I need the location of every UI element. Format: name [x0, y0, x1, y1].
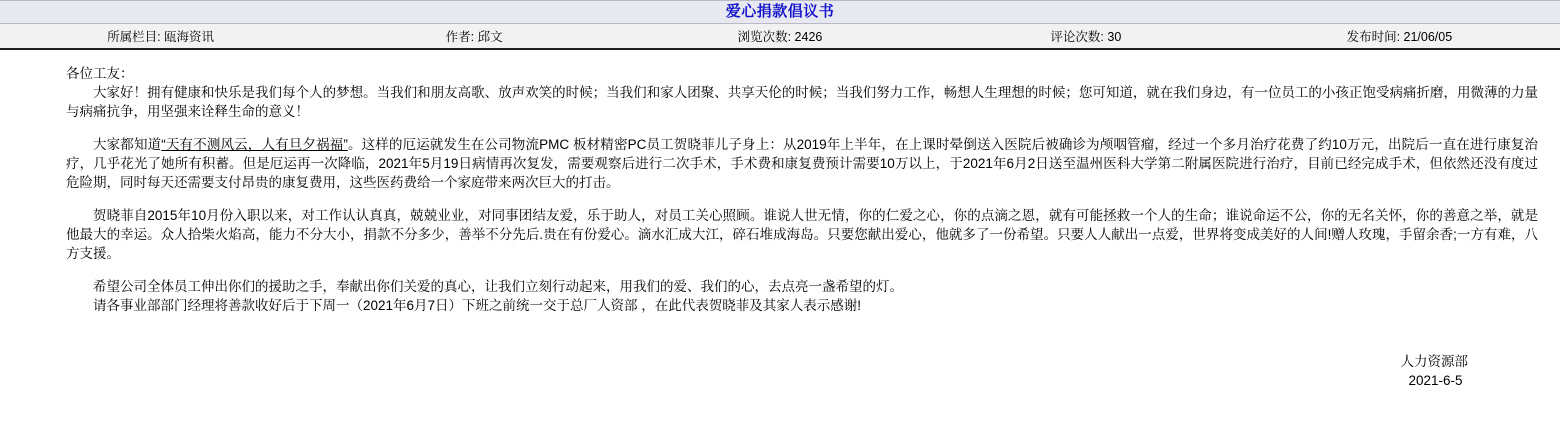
meta-publish-time: 发布时间: 21/06/05: [1346, 30, 1453, 44]
paragraph-spacer: [66, 192, 1538, 206]
meta-comments: 评论次数: 30: [1050, 30, 1122, 44]
salutation: 各位工友：: [66, 66, 134, 81]
paragraph-1: 大家好！拥有健康和快乐是我们每个人的梦想。当我们和朋友高歌、放声欢笑的时候；当我们和家人团聚、共享天伦的时候；当我们努力工作，畅想人生理想的时候；您可知道，就在我们身边，有一位员工的小孩正饱受病痛折磨，用微薄的力量与病痛抗争，用坚强来诠释生命的意义！: [66, 85, 1538, 119]
paragraph-spacer: [66, 263, 1538, 277]
document-body: [0, 50, 1560, 315]
signature-block: [1401, 352, 1469, 390]
meta-views: 浏览次数: 2426: [737, 30, 823, 44]
paragraph-spacer: [66, 121, 1538, 135]
paragraph-5: 请各事业部部门经理将善款收好后于下周一（2021年6月7日）下班之前统一交于总厂人资部 ，在此代表贺晓菲及其家人表示感谢!: [93, 298, 862, 313]
document-title-bar: [0, 0, 1560, 24]
document-meta-bar: [0, 24, 1560, 50]
paragraph-2: [66, 135, 1538, 192]
meta-author: 作者: 邱文: [445, 30, 503, 44]
paragraph-3: 贺晓菲自2015年10月份入职以来，对工作认认真真，兢兢业业，对同事团结友爱，乐于助人，对员工关心照顾。谁说人世无情，你的仁爱之心，你的点滴之恩，就有可能拯救一个人的生命；谁说命运不公，你的无名关怀，你的善意之举，就是他最大的幸运。众人拾柴火焰高，能力不分大小，捐款不分多少，善举不分先后.贵在有份爱心。滴水汇成大江，碎石堆成海岛。只要您献出爱心，他就多了一份希望。只要人人献出一点爱，世界将变成美好的人间!赠人玫瑰，手留余香;一方有难，八方支援。: [66, 208, 1538, 261]
paragraph-2-quote: “天有不测风云，人有旦夕祸福”: [161, 137, 348, 152]
signature-date: 2021-6-5: [1408, 373, 1463, 388]
page-title: 爱心捐款倡议书: [725, 3, 835, 20]
meta-column: 所属栏目: 瓯海资讯: [107, 30, 215, 44]
paragraph-4: 希望公司全体员工伸出你们的援助之手，奉献出你们关爱的真心，让我们立刻行动起来，用我们的爱、我们的心，去点亮一盏希望的灯。: [93, 279, 903, 294]
paragraph-2-pre: 大家都知道: [93, 137, 162, 152]
signature-department: 人力资源部: [1400, 354, 1468, 369]
paragraph-2-post: 。这样的厄运就发生在公司物流PMC 板材精密PC员工贺晓菲儿子身上：从2019年上半年，在上课时晕倒送入医院后被确诊为颅咽管瘤，经过一个多月治疗花费了约10万元，出院后一直在进行康复治疗，几乎花光了她所有积蓄。但是厄运再一次降临，2021年5月19日病情再次复发，需要观察后进行二次手术，手术费和康复费预计需要10万以上，于2021年6月2日送至温州医科大学第二附属医院进行治疗，目前已经完成手术，但依然还没有度过危险期，同时每天还需要支付昂贵的康复费用，这些医药费给一个家庭带来两次巨大的打击。: [66, 137, 1538, 190]
